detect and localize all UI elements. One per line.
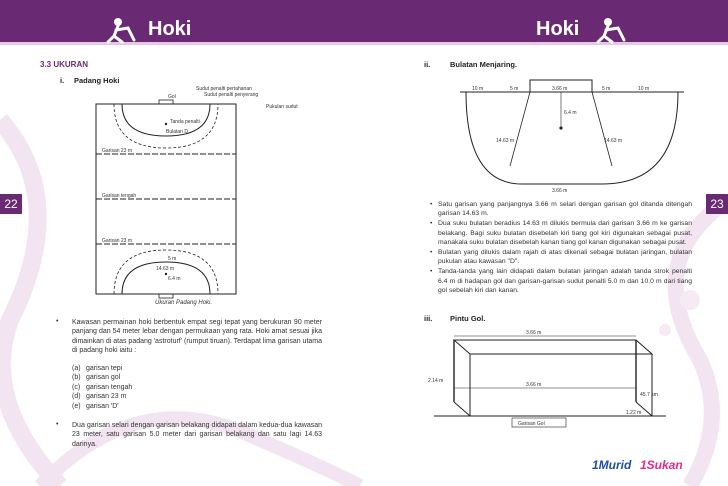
sub-ii-number: ii. — [424, 60, 431, 69]
label-goal-3-66m-top: 3.66 m — [526, 330, 542, 336]
label-garisan-23-top: Garisan 23 m — [102, 148, 133, 154]
label-garisan-23-bottom: Garisan 23 m — [102, 238, 133, 244]
list-item: • Tanda-tanda yang lain didapati dalam bulatan jaringan adalah tanda strok penalti 6.4 m di hadapan gol dan garisan-garisan sudut penalti 5.0 m dan 10.0 m dari tiang gol sebelah kiri dan kanan. — [430, 267, 692, 295]
label-6-4m: 6.4 m — [168, 276, 181, 282]
paragraph-parallel-lines: Dua garisan selari dengan garisan belakang didapati dalam kedua-dua kawasan 23 meter, satu garisan 5.0 meter dari garisan belakang dan satu lagi 14.63 darinya. — [72, 422, 322, 448]
label-garisan-gol: Garisan Gol — [518, 421, 545, 427]
line-list — [72, 364, 132, 411]
label-pukulan-sudut: Pukulan sudut — [266, 104, 298, 110]
sub-i-number: i. — [60, 76, 65, 85]
label-3-66m-bottom: 3.66 m — [552, 188, 568, 194]
label-goal-3-66m-mid: 3.66 m — [526, 382, 542, 388]
list-item: (d) garisan 23 m — [72, 393, 127, 401]
section-title: 3.3 UKURAN — [40, 60, 89, 69]
sub-ii-title: Bulatan Menjaring. — [450, 60, 518, 69]
dashed-arc-bottom — [114, 250, 218, 294]
list-item: (c) garisan tengah — [72, 383, 133, 391]
shooting-circle-diagram — [452, 76, 692, 196]
label-garisan-tengah: Garisan tengah — [102, 193, 137, 199]
goal-base-left — [454, 402, 470, 416]
label-sudut-penalti: Sudut penalti pertahanan — [196, 86, 252, 92]
page-number-left: 22 — [0, 194, 22, 214]
label-gol: Gol — [168, 94, 176, 100]
label-45-7sm: 45.7 sm — [640, 392, 658, 398]
penalty-spot-top — [165, 123, 167, 125]
bullet-dot: • — [56, 318, 59, 325]
list-item: • Dua suku bulatan beradius 14.63 m dilukis bermula dari garisan 3.66 m ke garisan belakang. Bagi suku bulatan disebelah kiri tiang gol kiri digunakan sebagai pusat, manakala suku bulatan disebelah kanan tiang gol kanan digunakan sebagai pusat. — [430, 219, 692, 247]
sub-iii-number: iii. — [424, 314, 433, 323]
list-item: • Satu garisan yang panjangnya 3.66 m selari dengan garisan gol ditanda ditengah garisan 14.63 m. — [430, 200, 692, 218]
brand-1sukan: 1Sukan — [640, 458, 683, 472]
list-item: (a) garisan tepi — [72, 365, 123, 372]
hockey-field-diagram — [80, 84, 300, 299]
sub-i-title: Padang Hoki — [74, 76, 120, 85]
dashed-arc-top — [114, 104, 218, 148]
label-6-4m: 6.4 m — [564, 110, 577, 116]
sub-iii-title: Pintu Gol. — [450, 314, 486, 323]
label-2-14m: 2.14 m — [428, 378, 444, 384]
list-item: (e) garisan 'D' — [72, 402, 119, 410]
label-10m-left: 10 m — [472, 86, 484, 92]
label-bulatan-d: Bulatan D — [166, 129, 188, 135]
label-tanda-penalti: Tanda penalti — [170, 119, 200, 125]
page-number-right: 23 — [706, 194, 728, 214]
radius-left — [510, 92, 530, 166]
penalty-spot-bottom — [165, 273, 167, 275]
circle-bullet-list — [430, 200, 692, 296]
header-title-left: Hoki — [148, 18, 192, 40]
label-5m-left: 5 m — [510, 86, 519, 92]
goal-bottom — [159, 294, 173, 298]
label-14-63m: 14.63 m — [156, 266, 175, 272]
radius-right — [592, 92, 612, 166]
hockey-player-icon-left — [98, 16, 138, 46]
label-14-63m-left: 14.63 m — [496, 138, 515, 144]
paragraph-field-description: Kawasan permainan hoki berbentuk empat segi tepat yang berukuran 90 meter panjang dan 54 meter lebar dengan permukaan yang rata. Hoki amat sesuai jika dimainkan di atas padang 'astroturf' (rumput tiruan). Terdapat lima garisan utama di padang hoki iaitu : — [72, 319, 323, 355]
hockey-player-icon-right — [588, 16, 628, 46]
field-caption: Ukuran Padang Hoki. — [155, 300, 213, 306]
penalty-spot — [559, 126, 562, 129]
label-10m-right: 10 m — [638, 86, 650, 92]
label-1-22m: 1.22 m — [626, 410, 642, 416]
brand-1murid: 1Murid — [592, 458, 632, 472]
goal-top — [159, 100, 173, 104]
label-5m: 5 m — [168, 256, 177, 262]
list-item: • Bulatan yang dilukis dalam rajah di atas dikenali sebagai bulatan jaringan, bulatan pukulan atau kawasan "D". — [430, 248, 692, 266]
header-title-right: Hoki — [536, 18, 580, 40]
goal-top-frame — [454, 340, 652, 354]
label-5m-right: 5 m — [602, 86, 611, 92]
goal-post-diagram — [426, 324, 676, 434]
label-sudut-serang: Sudut penalti penyerang — [204, 92, 259, 98]
label-3-66m-top: 3.66 m — [552, 86, 568, 92]
bullet-dot: • — [56, 421, 59, 428]
label-14-63m-right: 14.63 m — [604, 138, 623, 144]
list-item: (b) garisan gol — [72, 374, 121, 382]
